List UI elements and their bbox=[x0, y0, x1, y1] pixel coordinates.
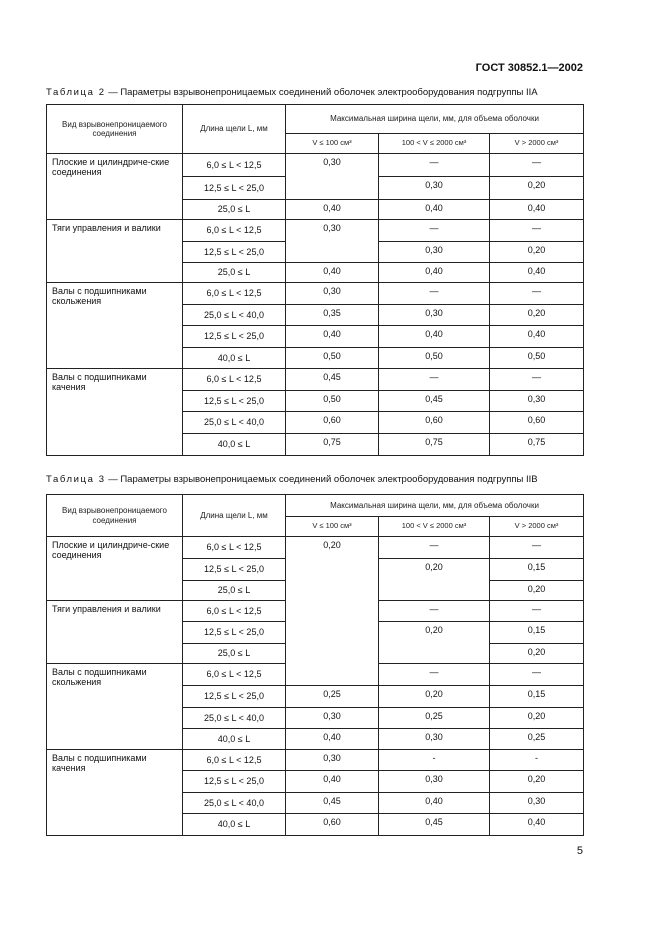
table2-value-cell: 0,60 bbox=[379, 412, 490, 434]
table2-value-cell: 0,60 bbox=[490, 412, 584, 434]
table3-value-cell: 0,20 bbox=[286, 537, 379, 686]
table3-value-cell: 0,15 bbox=[490, 686, 584, 708]
table2-header-v2: 100 < V ≤ 2000 см³ bbox=[379, 134, 490, 154]
table3-header-v2: 100 < V ≤ 2000 см³ bbox=[379, 517, 490, 537]
table3 bbox=[46, 494, 584, 836]
table-row bbox=[47, 750, 584, 771]
table2-value-cell: 0,40 bbox=[286, 263, 379, 283]
table2-value-cell: — bbox=[379, 220, 490, 242]
table3-value-cell: — bbox=[379, 601, 490, 622]
table2-value-cell: — bbox=[379, 369, 490, 391]
table3-header-v3: V > 2000 см³ bbox=[490, 517, 584, 537]
table2-value-cell: — bbox=[490, 154, 584, 177]
table3-value-cell: — bbox=[490, 537, 584, 559]
table3-value-cell: 0,30 bbox=[490, 793, 584, 814]
table2-length-cell: 25,0 ≤ L < 40,0 bbox=[183, 412, 286, 434]
table2-value-cell: 0,45 bbox=[379, 391, 490, 412]
table2-value-cell: — bbox=[379, 283, 490, 305]
table3-caption-text: — Параметры взрывонепроницаемых соединений оболочек электрооборудования подгруппы IIB bbox=[105, 474, 538, 485]
table2-value-cell: 0,20 bbox=[490, 242, 584, 263]
table-row bbox=[47, 369, 584, 391]
table2-value-cell: 0,75 bbox=[379, 434, 490, 456]
table3-length-cell: 40,0 ≤ L bbox=[183, 814, 286, 836]
table3-length-cell: 6,0 ≤ L < 12,5 bbox=[183, 664, 286, 686]
table2-row-kind: Плоские и цилиндриче-ские соединения bbox=[47, 154, 183, 220]
table2-length-cell: 40,0 ≤ L bbox=[183, 348, 286, 369]
table3-value-cell: 0,25 bbox=[286, 686, 379, 708]
table3-length-cell: 25,0 ≤ L bbox=[183, 644, 286, 664]
table3-value-cell: 0,15 bbox=[490, 622, 584, 644]
table2-value-cell: 0,40 bbox=[286, 200, 379, 220]
table3-caption-label: Таблица 3 bbox=[46, 474, 106, 485]
table3-value-cell: 0,15 bbox=[490, 559, 584, 581]
table3-value-cell: 0,20 bbox=[490, 708, 584, 729]
table2-value-cell: — bbox=[490, 369, 584, 391]
table3-value-cell: — bbox=[379, 664, 490, 686]
table3-value-cell: — bbox=[379, 537, 490, 559]
table2-caption-label: Таблица 2 bbox=[46, 87, 106, 98]
table3-length-cell: 25,0 ≤ L < 40,0 bbox=[183, 793, 286, 814]
table3-length-cell: 6,0 ≤ L < 12,5 bbox=[183, 601, 286, 622]
table2-header-kind: Вид взрывонепроницаемого соединения bbox=[47, 105, 183, 154]
table3-length-cell: 12,5 ≤ L < 25,0 bbox=[183, 771, 286, 793]
table2-value-cell: 0,40 bbox=[490, 263, 584, 283]
table3-value-cell: 0,20 bbox=[379, 559, 490, 601]
table3-length-cell: 6,0 ≤ L < 12,5 bbox=[183, 750, 286, 771]
table2-value-cell: — bbox=[490, 283, 584, 305]
table2-value-cell: 0,40 bbox=[379, 326, 490, 348]
table-row bbox=[47, 537, 584, 559]
table3-value-cell: 0,30 bbox=[379, 729, 490, 750]
table2-value-cell: 0,40 bbox=[379, 200, 490, 220]
table2-length-cell: 6,0 ≤ L < 12,5 bbox=[183, 154, 286, 177]
table3-row-kind: Валы с подшипниками качения bbox=[47, 750, 183, 836]
table3-row-kind: Плоские и цилиндриче-ские соединения bbox=[47, 537, 183, 601]
table2-value-cell: 0,50 bbox=[379, 348, 490, 369]
table2-length-cell: 12,5 ≤ L < 25,0 bbox=[183, 177, 286, 200]
table3-value-cell: 0,45 bbox=[379, 814, 490, 836]
table2-value-cell: 0,30 bbox=[286, 220, 379, 263]
table2-value-cell: 0,30 bbox=[286, 283, 379, 305]
table2-value-cell: 0,40 bbox=[490, 326, 584, 348]
table2-value-cell: 0,45 bbox=[286, 369, 379, 391]
table3-length-cell: 25,0 ≤ L < 40,0 bbox=[183, 708, 286, 729]
table3-header-length: Длина щели L, мм bbox=[183, 495, 286, 537]
table2-value-cell: — bbox=[379, 154, 490, 177]
table2-length-cell: 12,5 ≤ L < 25,0 bbox=[183, 242, 286, 263]
table3-length-cell: 12,5 ≤ L < 25,0 bbox=[183, 622, 286, 644]
table2-value-cell: 0,30 bbox=[379, 242, 490, 263]
table3-row-kind: Тяги управления и валики bbox=[47, 601, 183, 664]
table3-value-cell: - bbox=[379, 750, 490, 771]
table2-length-cell: 12,5 ≤ L < 25,0 bbox=[183, 391, 286, 412]
table2-length-cell: 6,0 ≤ L < 12,5 bbox=[183, 283, 286, 305]
table2-value-cell: 0,40 bbox=[286, 326, 379, 348]
table3-value-cell: 0,40 bbox=[286, 729, 379, 750]
table2-caption-text: — Параметры взрывонепроницаемых соединений оболочек электрооборудования подгруппы IIA bbox=[105, 87, 538, 98]
table2-value-cell: 0,30 bbox=[286, 154, 379, 200]
table2-caption bbox=[46, 87, 538, 98]
table3-value-cell: 0,25 bbox=[490, 729, 584, 750]
table3-header-v1: V ≤ 100 см³ bbox=[286, 517, 379, 537]
table3-value-cell: 0,30 bbox=[286, 750, 379, 771]
table2-length-cell: 25,0 ≤ L bbox=[183, 263, 286, 283]
table2-value-cell: 0,35 bbox=[286, 305, 379, 326]
table2-length-cell: 25,0 ≤ L < 40,0 bbox=[183, 305, 286, 326]
table2-value-cell: 0,50 bbox=[286, 348, 379, 369]
table3-value-cell: 0,45 bbox=[286, 793, 379, 814]
table-row bbox=[47, 220, 584, 242]
table2-header-v1: V ≤ 100 см³ bbox=[286, 134, 379, 154]
table2-length-cell: 6,0 ≤ L < 12,5 bbox=[183, 369, 286, 391]
table2-length-cell: 12,5 ≤ L < 25,0 bbox=[183, 326, 286, 348]
document-code: ГОСТ 30852.1—2002 bbox=[475, 62, 583, 74]
table2-value-cell: 0,40 bbox=[379, 263, 490, 283]
table2-value-cell: 0,75 bbox=[490, 434, 584, 456]
table3-length-cell: 40,0 ≤ L bbox=[183, 729, 286, 750]
table2-value-cell: 0,30 bbox=[379, 305, 490, 326]
table-row bbox=[47, 283, 584, 305]
table3-value-cell: 0,20 bbox=[379, 622, 490, 664]
table2-value-cell: 0,75 bbox=[286, 434, 379, 456]
table3-value-cell: 0,30 bbox=[379, 771, 490, 793]
table2-header-max-width: Максимальная ширина щели, мм, для объема оболочки bbox=[286, 105, 584, 134]
table3-length-cell: 6,0 ≤ L < 12,5 bbox=[183, 537, 286, 559]
table3-value-cell: 0,20 bbox=[490, 581, 584, 601]
table3-value-cell: 0,40 bbox=[286, 771, 379, 793]
table2-value-cell: — bbox=[490, 220, 584, 242]
table3-header-kind: Вид взрывонепроницаемого соединения bbox=[47, 495, 183, 537]
table3-length-cell: 12,5 ≤ L < 25,0 bbox=[183, 559, 286, 581]
table3-value-cell: 0,20 bbox=[490, 644, 584, 664]
table3-value-cell: 0,20 bbox=[490, 771, 584, 793]
table2-value-cell: 0,40 bbox=[490, 200, 584, 220]
table2-value-cell: 0,20 bbox=[490, 177, 584, 200]
table2-value-cell: 0,30 bbox=[490, 391, 584, 412]
table3-value-cell: 0,30 bbox=[286, 708, 379, 729]
table2-value-cell: 0,30 bbox=[379, 177, 490, 200]
table3-header-max-width: Максимальная ширина щели, мм, для объема оболочки bbox=[286, 495, 584, 517]
table2-row-kind: Тяги управления и валики bbox=[47, 220, 183, 283]
table2-value-cell: 0,50 bbox=[490, 348, 584, 369]
table2-header-v3: V > 2000 см³ bbox=[490, 134, 584, 154]
table3-value-cell: 0,25 bbox=[379, 708, 490, 729]
table2-value-cell: 0,60 bbox=[286, 412, 379, 434]
table2-row-kind: Валы с подшипниками качения bbox=[47, 369, 183, 456]
table3-length-cell: 25,0 ≤ L bbox=[183, 581, 286, 601]
table2-length-cell: 25,0 ≤ L bbox=[183, 200, 286, 220]
table2-row-kind: Валы с подшипниками скольжения bbox=[47, 283, 183, 369]
page-number: 5 bbox=[576, 845, 583, 857]
table3-value-cell: — bbox=[490, 601, 584, 622]
table3-value-cell: 0,60 bbox=[286, 814, 379, 836]
table3-length-cell: 12,5 ≤ L < 25,0 bbox=[183, 686, 286, 708]
table2-header-length: Длина щели L, мм bbox=[183, 105, 286, 154]
table3-value-cell: 0,40 bbox=[379, 793, 490, 814]
table3-value-cell: — bbox=[490, 664, 584, 686]
table2 bbox=[46, 104, 584, 456]
table3-value-cell: 0,40 bbox=[490, 814, 584, 836]
table2-value-cell: 0,20 bbox=[490, 305, 584, 326]
table3-value-cell: 0,20 bbox=[379, 686, 490, 708]
table3-value-cell: - bbox=[490, 750, 584, 771]
table3-row-kind: Валы с подшипниками скольжения bbox=[47, 664, 183, 750]
table2-length-cell: 6,0 ≤ L < 12,5 bbox=[183, 220, 286, 242]
table-row bbox=[47, 154, 584, 177]
table3-caption bbox=[46, 474, 538, 485]
table2-value-cell: 0,50 bbox=[286, 391, 379, 412]
table2-length-cell: 40,0 ≤ L bbox=[183, 434, 286, 456]
